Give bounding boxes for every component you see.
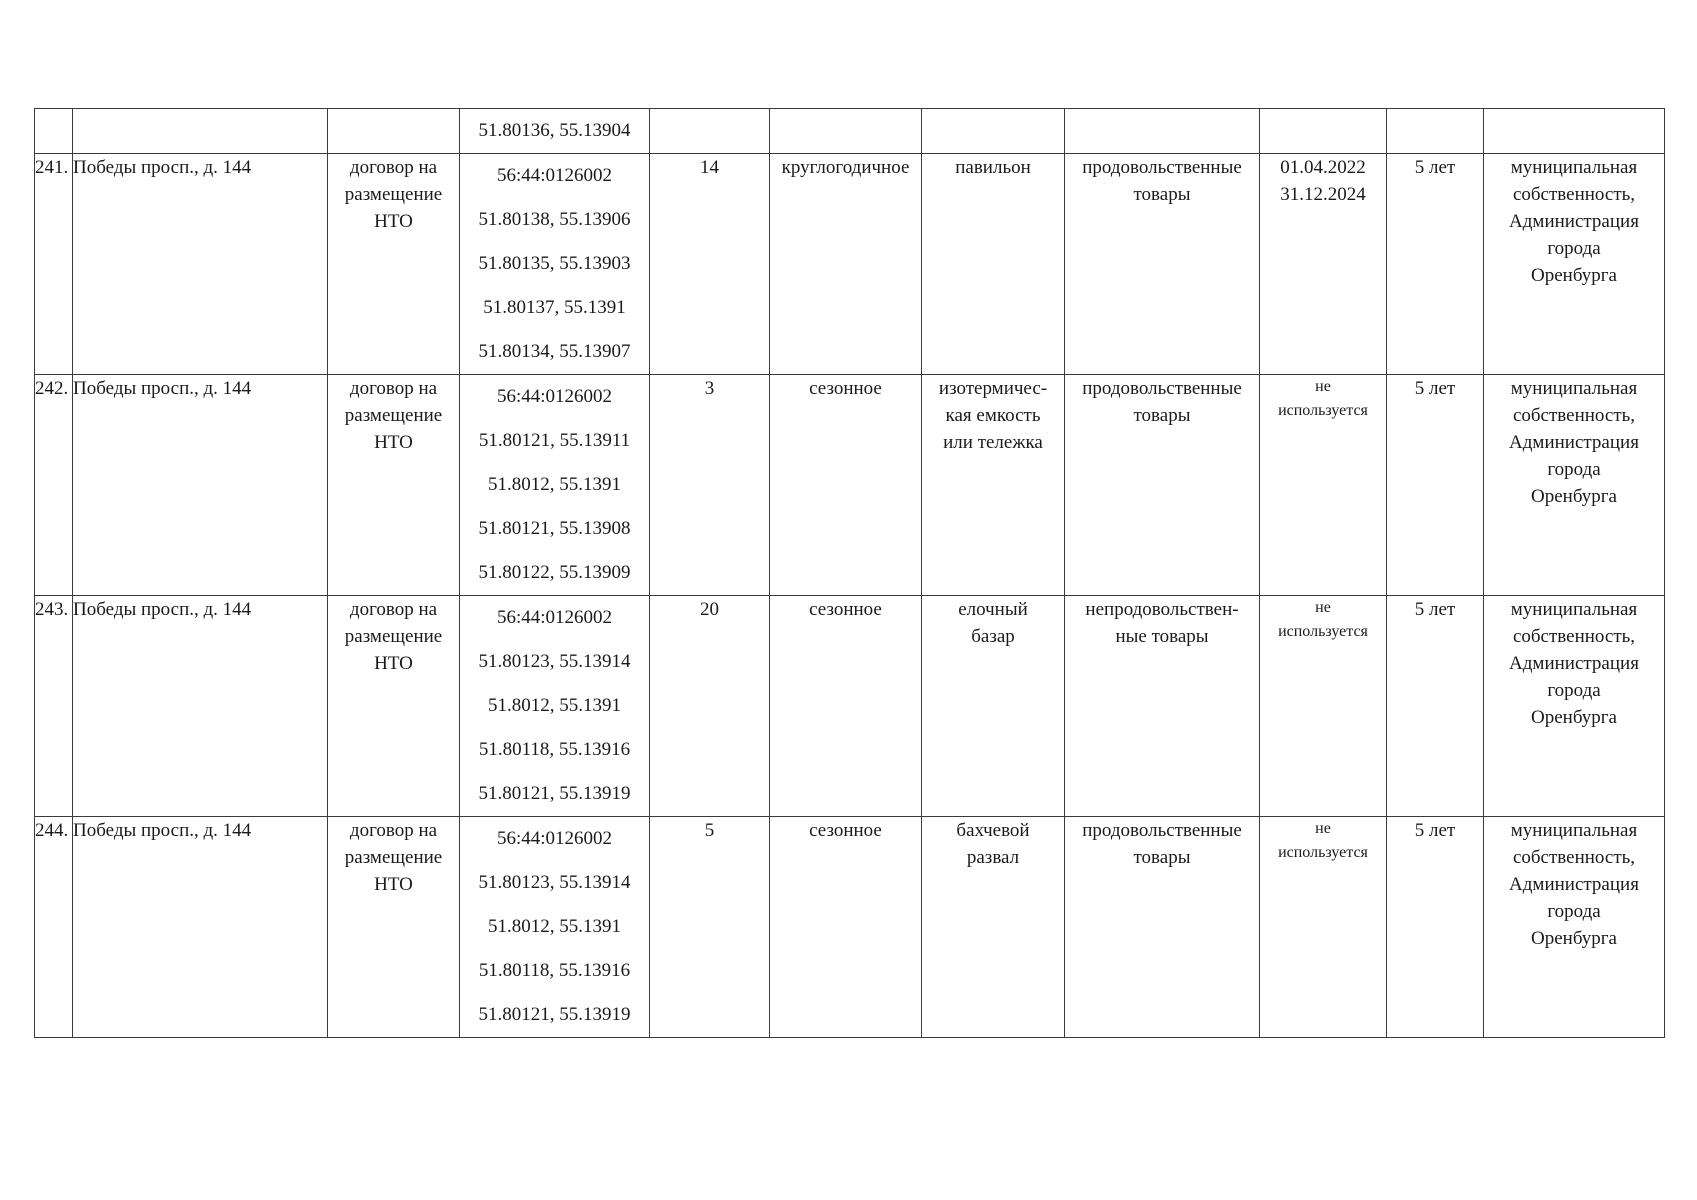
cell-term bbox=[1260, 109, 1387, 154]
cell-area: 14 bbox=[650, 154, 770, 375]
basis-line: размещение bbox=[344, 626, 443, 647]
cell-owner bbox=[1484, 154, 1665, 375]
type-line: елочный bbox=[958, 599, 1028, 620]
cell-address: Победы просп., д. 144 bbox=[73, 154, 328, 375]
cell-period: сезонное bbox=[770, 596, 922, 817]
owner-line: муниципальная bbox=[1510, 378, 1638, 399]
coords-line: 51.80137, 55.1391 bbox=[483, 297, 626, 318]
owner-line: города bbox=[1547, 901, 1601, 922]
term-line: используется bbox=[1278, 402, 1368, 419]
coords-line: 51.8012, 55.1391 bbox=[488, 695, 621, 716]
cadastral-number: 56:44:0126002 bbox=[496, 828, 613, 849]
basis-line: НТО bbox=[374, 432, 413, 453]
term-line: используется bbox=[1278, 623, 1368, 640]
basis-line: размещение bbox=[344, 405, 443, 426]
spec-line: товары bbox=[1133, 184, 1191, 205]
type-line: базар bbox=[971, 626, 1015, 647]
cell-address bbox=[73, 109, 328, 154]
term-line: 01.04.2022 bbox=[1280, 157, 1366, 178]
type-line: изотермичес- bbox=[938, 378, 1048, 399]
cell-period bbox=[770, 109, 922, 154]
coords-line: 51.80121, 55.13911 bbox=[478, 430, 631, 451]
owner-line: муниципальная bbox=[1510, 599, 1638, 620]
basis-line: договор на bbox=[349, 820, 438, 841]
cell-duration: 5 лет bbox=[1387, 154, 1484, 375]
cell-duration: 5 лет bbox=[1387, 596, 1484, 817]
term-line: 31.12.2024 bbox=[1280, 184, 1366, 205]
coords-line: 51.80121, 55.13919 bbox=[478, 1004, 631, 1025]
coords-line: 51.80136, 55.13904 bbox=[478, 120, 631, 141]
cell-area: 5 bbox=[650, 817, 770, 1038]
owner-line: собственность, bbox=[1512, 626, 1636, 647]
cell-num: 243. bbox=[35, 596, 73, 817]
coords-line: 51.80118, 55.13916 bbox=[478, 960, 631, 981]
cell-term bbox=[1260, 375, 1387, 596]
owner-line: Администрация bbox=[1509, 874, 1639, 895]
cell-owner bbox=[1484, 817, 1665, 1038]
spec-line: ные товары bbox=[1115, 626, 1209, 647]
coords-line: 51.80135, 55.13903 bbox=[478, 253, 631, 274]
spec-line: продовольственные bbox=[1082, 378, 1242, 399]
owner-line: собственность, bbox=[1512, 847, 1636, 868]
cell-owner bbox=[1484, 109, 1665, 154]
type-line: павильон bbox=[955, 157, 1031, 178]
cell-num: 244. bbox=[35, 817, 73, 1038]
coords-line: 51.80121, 55.13908 bbox=[478, 518, 631, 539]
table-row bbox=[35, 375, 1665, 596]
owner-line: Администрация bbox=[1509, 211, 1639, 232]
cell-area: 3 bbox=[650, 375, 770, 596]
cell-specialization bbox=[1065, 596, 1260, 817]
cell-specialization bbox=[1065, 109, 1260, 154]
cell-basis bbox=[328, 375, 460, 596]
basis-line: договор на bbox=[349, 599, 438, 620]
table-row-continuation bbox=[35, 109, 1665, 154]
coords-line: 51.80122, 55.13909 bbox=[478, 562, 631, 583]
cell-num: 242. bbox=[35, 375, 73, 596]
cell-coords bbox=[460, 154, 650, 375]
cell-term bbox=[1260, 817, 1387, 1038]
basis-line: размещение bbox=[344, 847, 443, 868]
cell-type bbox=[922, 817, 1065, 1038]
cadastral-number: 56:44:0126002 bbox=[496, 386, 613, 407]
coords-line: 51.80134, 55.13907 bbox=[478, 341, 631, 362]
basis-line: НТО bbox=[374, 874, 413, 895]
owner-line: города bbox=[1547, 680, 1601, 701]
owner-line: города bbox=[1547, 459, 1601, 480]
cadastral-number: 56:44:0126002 bbox=[496, 165, 613, 186]
cell-area: 20 bbox=[650, 596, 770, 817]
owner-line: Оренбурга bbox=[1531, 486, 1617, 507]
cell-basis bbox=[328, 596, 460, 817]
cell-coords bbox=[460, 596, 650, 817]
table-row bbox=[35, 817, 1665, 1038]
cell-period: сезонное bbox=[770, 375, 922, 596]
coords-line: 51.8012, 55.1391 bbox=[488, 474, 621, 495]
cell-specialization bbox=[1065, 154, 1260, 375]
spec-line: непродовольствен- bbox=[1085, 599, 1239, 620]
cell-duration: 5 лет bbox=[1387, 817, 1484, 1038]
cell-basis bbox=[328, 154, 460, 375]
cell-basis bbox=[328, 817, 460, 1038]
term-line: не bbox=[1315, 378, 1331, 395]
cell-period: сезонное bbox=[770, 817, 922, 1038]
cell-type bbox=[922, 375, 1065, 596]
owner-line: муниципальная bbox=[1510, 820, 1638, 841]
coords-line: 51.80121, 55.13919 bbox=[478, 783, 631, 804]
cell-coords bbox=[460, 109, 650, 154]
cell-num: 241. bbox=[35, 154, 73, 375]
owner-line: собственность, bbox=[1512, 405, 1636, 426]
spec-line: товары bbox=[1133, 847, 1191, 868]
type-line: или тележка bbox=[943, 432, 1043, 453]
basis-line: НТО bbox=[374, 211, 413, 232]
cell-owner bbox=[1484, 596, 1665, 817]
nto-placement-table bbox=[34, 108, 1665, 1038]
cell-address: Победы просп., д. 144 bbox=[73, 375, 328, 596]
owner-line: города bbox=[1547, 238, 1601, 259]
document-page bbox=[34, 108, 1664, 1038]
cell-coords bbox=[460, 817, 650, 1038]
cell-coords bbox=[460, 375, 650, 596]
term-line: используется bbox=[1278, 844, 1368, 861]
cell-basis bbox=[328, 109, 460, 154]
cell-duration: 5 лет bbox=[1387, 375, 1484, 596]
type-line: кая емкость bbox=[945, 405, 1041, 426]
owner-line: Администрация bbox=[1509, 653, 1639, 674]
coords-line: 51.8012, 55.1391 bbox=[488, 916, 621, 937]
owner-line: муниципальная bbox=[1510, 157, 1638, 178]
cell-num bbox=[35, 109, 73, 154]
cell-duration bbox=[1387, 109, 1484, 154]
basis-line: НТО bbox=[374, 653, 413, 674]
basis-line: договор на bbox=[349, 157, 438, 178]
cell-period: круглогодичное bbox=[770, 154, 922, 375]
term-line: не bbox=[1315, 599, 1331, 616]
cell-area bbox=[650, 109, 770, 154]
cell-address: Победы просп., д. 144 bbox=[73, 596, 328, 817]
cell-owner bbox=[1484, 375, 1665, 596]
owner-line: Оренбурга bbox=[1531, 707, 1617, 728]
basis-line: размещение bbox=[344, 184, 443, 205]
basis-line: договор на bbox=[349, 378, 438, 399]
term-line: не bbox=[1315, 820, 1331, 837]
owner-line: Администрация bbox=[1509, 432, 1639, 453]
spec-line: продовольственные bbox=[1082, 820, 1242, 841]
cell-specialization bbox=[1065, 375, 1260, 596]
table-row bbox=[35, 596, 1665, 817]
cell-term bbox=[1260, 596, 1387, 817]
cell-type bbox=[922, 154, 1065, 375]
cell-address: Победы просп., д. 144 bbox=[73, 817, 328, 1038]
coords-line: 51.80118, 55.13916 bbox=[478, 739, 631, 760]
coords-line: 51.80123, 55.13914 bbox=[478, 651, 631, 672]
cadastral-number: 56:44:0126002 bbox=[496, 607, 613, 628]
owner-line: Оренбурга bbox=[1531, 265, 1617, 286]
spec-line: товары bbox=[1133, 405, 1191, 426]
coords-line: 51.80138, 55.13906 bbox=[478, 209, 631, 230]
cell-type bbox=[922, 109, 1065, 154]
table-row bbox=[35, 154, 1665, 375]
type-line: развал bbox=[966, 847, 1020, 868]
owner-line: Оренбурга bbox=[1531, 928, 1617, 949]
coords-line: 51.80123, 55.13914 bbox=[478, 872, 631, 893]
cell-specialization bbox=[1065, 817, 1260, 1038]
spec-line: продовольственные bbox=[1082, 157, 1242, 178]
cell-type bbox=[922, 596, 1065, 817]
type-line: бахчевой bbox=[956, 820, 1030, 841]
owner-line: собственность, bbox=[1512, 184, 1636, 205]
cell-term bbox=[1260, 154, 1387, 375]
